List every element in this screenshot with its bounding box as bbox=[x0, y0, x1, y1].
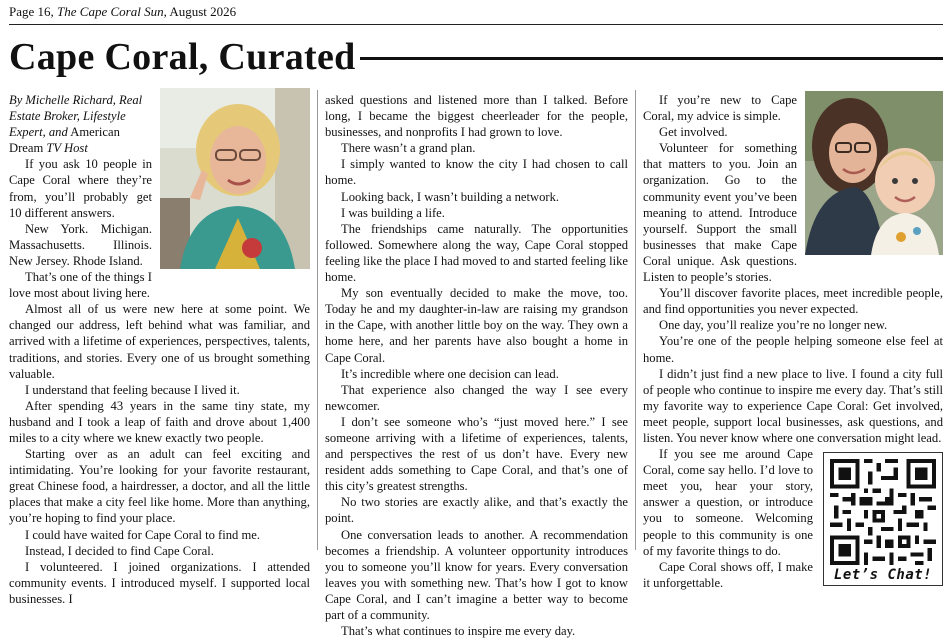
paragraph: You’re one of the people helping someone else feel at home. bbox=[643, 334, 943, 365]
paragraph: No two stories are exactly alike, and that’s exactly the point. bbox=[325, 495, 628, 526]
paragraph: I simply wanted to know the city I had chosen to call home. bbox=[325, 157, 628, 188]
paragraph: You’ll discover favorite places, meet incredible people, and find opportunities you never expected. bbox=[643, 286, 943, 317]
byline-role: TV Host bbox=[46, 141, 88, 156]
paragraph: If you see me around Cape Coral, come say hello. I’d love to meet you, hear your story, answer a question, or introduce you to someone. Welcoming people to this community is one of my favorite things to do. bbox=[643, 447, 813, 558]
paragraph: I was building a life. bbox=[341, 205, 445, 220]
paragraph: Looking back, I wasn’t building a network. bbox=[341, 189, 560, 204]
paragraph: After spending 43 years in the same tiny state, my husband and I took a leap of faith and drove about 1,400 miles to a city where we knew exactly two people. bbox=[9, 398, 310, 445]
column-3 bbox=[643, 92, 943, 590]
qr-caption: Let’s Chat! bbox=[833, 567, 933, 584]
qr-code-box[interactable] bbox=[823, 452, 943, 586]
column-1 bbox=[9, 92, 310, 606]
column-2 bbox=[325, 92, 628, 639]
paragraph: Almost all of us were new here at some point. We changed our address, left behind what was familiar, and arrived with a lifetime of experiences, perspectives, talents, traditions, and stories. Every one of us brought something valuable. bbox=[9, 302, 310, 381]
paragraph: asked questions and listened more than I talked. Before long, I became the biggest cheerleader for the people, businesses, and nonprofits I had grown to love. bbox=[325, 93, 628, 140]
paragraph: New York. Michigan. Massachusetts. Illinois. New Jersey. Rhode Island. bbox=[9, 221, 152, 268]
paragraph: I don’t see someone who’s “just moved here.” I see someone arriving with a lifetime of experiences, talents, and perspectives the rest of us don’t have. Every new resident adds something to Cape Coral, and that’s one of this city’s greatest strengths. bbox=[325, 414, 628, 494]
paragraph: One conversation leads to another. A recommendation becomes a friendship. A volunteer opportunity introduces you to someone you’ll know for years. Every conversation leaves you with something new. That’s how I got to know Cape Coral, and I can’t imagine a better way to become part of a community. bbox=[325, 527, 628, 622]
paper-name: The Cape Coral Sun bbox=[57, 4, 164, 19]
paragraph: I didn’t just find a new place to live. I found a city full of people who continue to inspire me every day. That’s still my favorite way to experience Cape Coral: Get involved, meet people, support local businesses, ask questions, and listen. You never know where one conversation might lead. bbox=[643, 366, 943, 445]
paragraph: My son eventually decided to make the move, too. Today he and my daughter-in-law are raising my grandson in the Cape, with another little boy on the way. They own a home here, and her parents have also bought a home in Cape Coral. bbox=[325, 286, 628, 365]
paragraph: It’s incredible where one decision can lead. bbox=[341, 366, 559, 381]
paragraph: I volunteered. I joined organizations. I attended community events. I introduced myself. I supported local businesses. I bbox=[9, 559, 310, 606]
paragraph: I understand that feeling because I lived it. bbox=[25, 382, 240, 397]
paragraph: Get involved. bbox=[659, 125, 728, 140]
family-photo bbox=[805, 91, 943, 255]
qr-code-icon[interactable] bbox=[830, 459, 936, 565]
column-divider bbox=[635, 90, 636, 550]
author-photo bbox=[160, 88, 310, 269]
paragraph: Instead, I decided to find Cape Coral. bbox=[25, 543, 214, 558]
paragraph: That experience also changed the way I see every newcomer. bbox=[325, 382, 628, 413]
paragraph: Cape Coral shows off, I make it unforgettable. bbox=[643, 559, 813, 590]
paragraph: Volunteer for something that matters to you. Join an organization. Go to the community event you’ve been meaning to attend. Introduce yourself. Support the small businesses that make Cape Coral unique. Ask questions. Listen to people’s stories. bbox=[643, 141, 797, 285]
headline: Cape Coral, Curated bbox=[9, 36, 356, 78]
paragraph: There wasn’t a grand plan. bbox=[341, 141, 476, 156]
paragraph: That’s one of the things I love most about living here. bbox=[9, 270, 152, 301]
paragraph: If you’re new to Cape Coral, my advice is simple. bbox=[643, 93, 797, 124]
byline-author: By Michelle Richard, Real Estate Broker, Lifestyle Expert, and bbox=[9, 93, 143, 140]
paragraph: I could have waited for Cape Coral to find me. bbox=[25, 527, 261, 542]
page-number: Page 16, bbox=[9, 4, 54, 19]
paragraph: One day, you’ll realize you’re no longer new. bbox=[659, 318, 888, 333]
byline-show: American Dream bbox=[9, 125, 120, 156]
page-folio bbox=[9, 4, 236, 20]
column-divider bbox=[317, 90, 318, 550]
paragraph: That’s what continues to inspire me every day. bbox=[341, 624, 576, 639]
headline-rule bbox=[360, 57, 943, 60]
issue-date: , August 2026 bbox=[163, 4, 237, 19]
paragraph: Starting over as an adult can feel exciting and intimidating. You’re looking for your favorite restaurant, great Chinese food, a hairdresser, a doctor, and all the little places that make a city feel like home. More than anything, you’re hoping to find your place. bbox=[9, 447, 310, 526]
top-rule bbox=[9, 24, 943, 25]
paragraph: If you ask 10 people in Cape Coral where they’re from, you’ll probably get 10 different answers. bbox=[9, 157, 152, 220]
paragraph: The friendships came naturally. The opportunities followed. Somewhere along the way, Cape Coral stopped feeling like the place I had moved to and started feeling like home. bbox=[325, 221, 628, 285]
